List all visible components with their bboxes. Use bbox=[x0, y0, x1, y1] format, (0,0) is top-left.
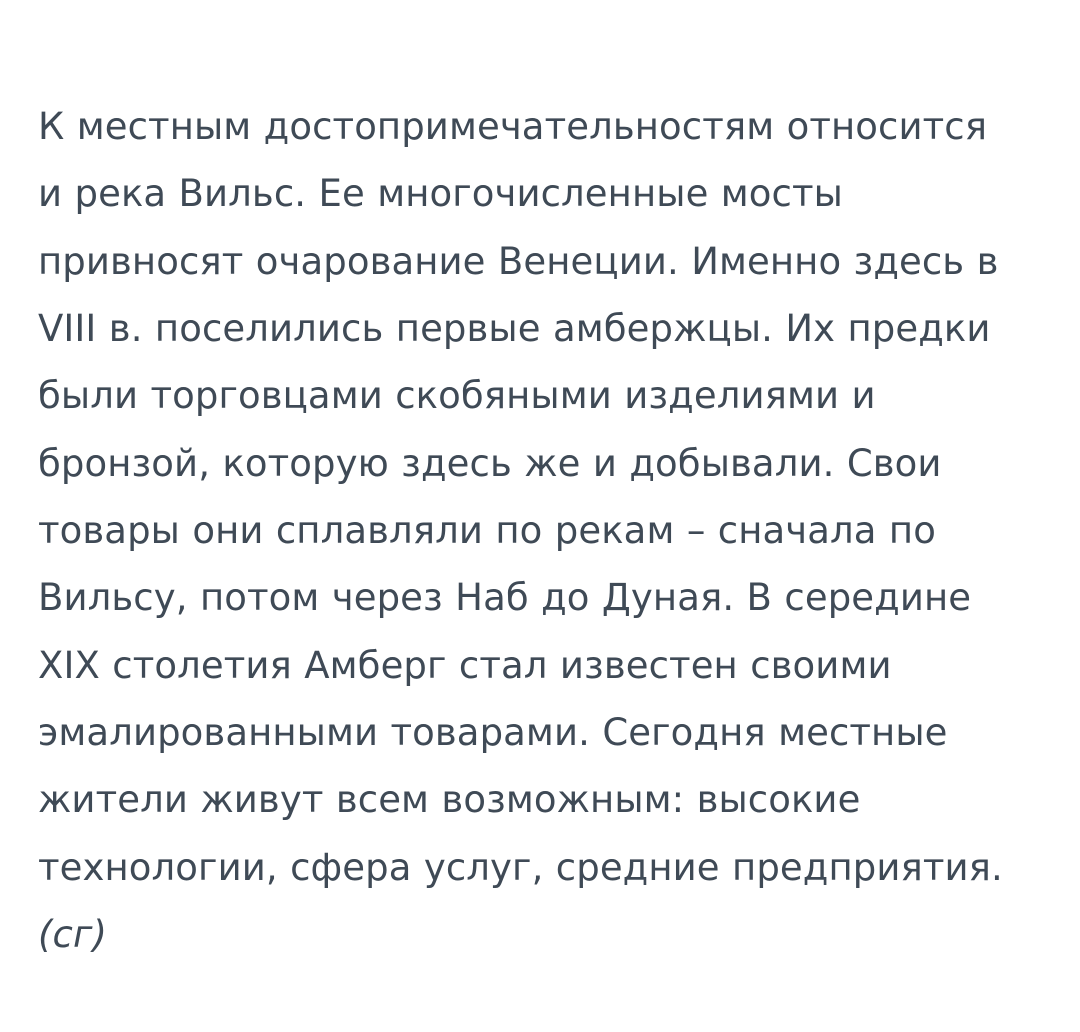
author-initials: (сг) bbox=[38, 912, 108, 956]
paragraph-text: К местным достопримечательностям относится и река Вильс. Ее многочисленные мосты привносят очарование Венеции. Именно здесь в VIII в. поселились первые амбержцы. Их предки были торговцами скобяными изделиями и бронзой, которую здесь же и добывали. Свои товары они сплавляли по рекам – сначала по Вильсу, потом через Наб до Дуная. В середине XIX столетия Амберг стал известен своими эмалированными товарами. Сегодня местные жители живут всем возможным: высокие технологии, сфера услуг, средние предприятия. bbox=[38, 105, 1003, 889]
article-paragraph bbox=[38, 93, 1020, 968]
